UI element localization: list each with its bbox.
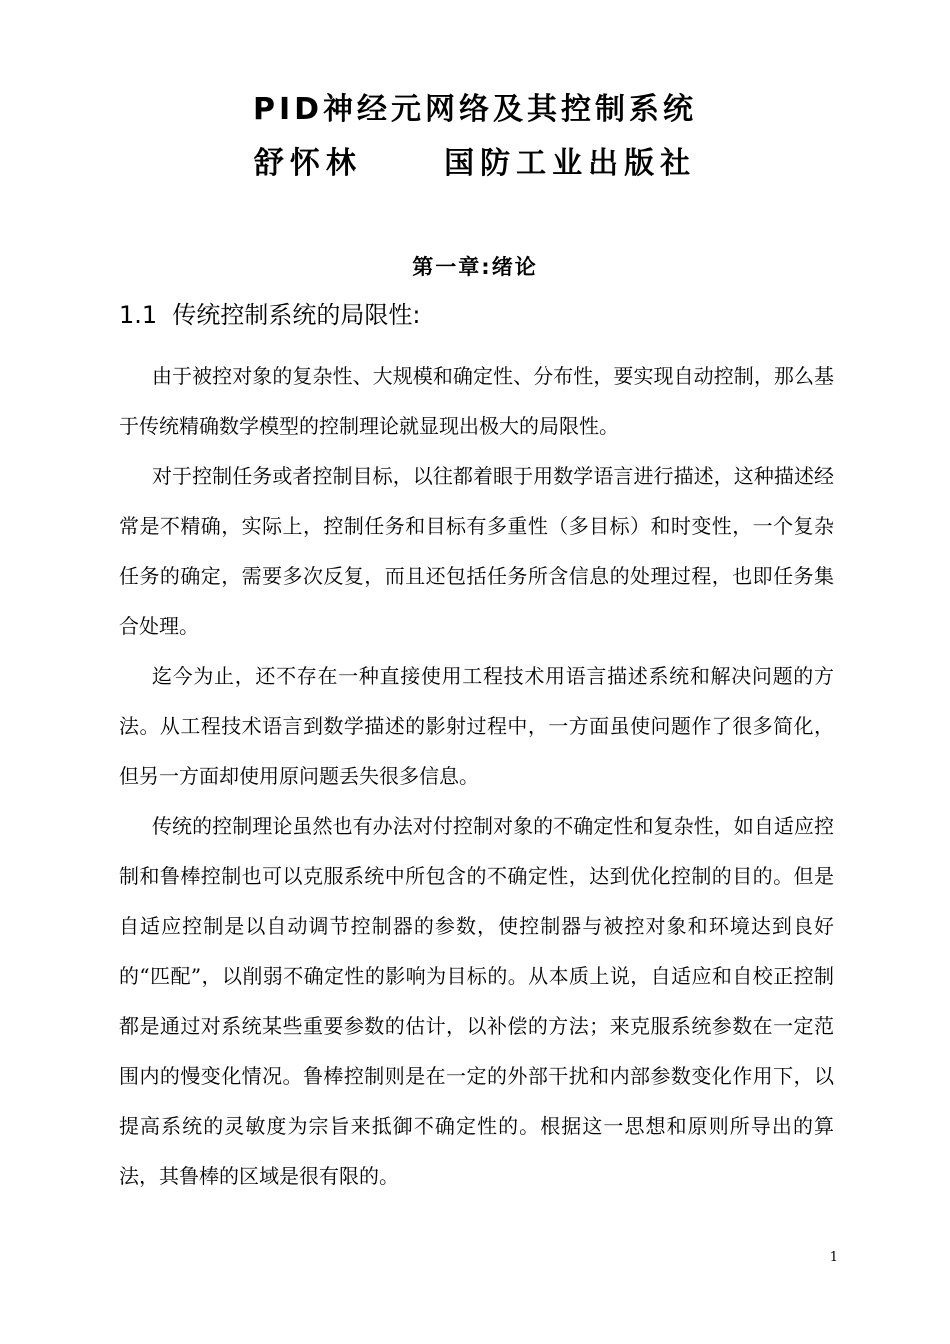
author-publisher-line: 舒怀林 国防工业出版社 xyxy=(253,146,697,181)
body-text xyxy=(119,351,834,1201)
paragraph-1: 由于被控对象的复杂性、大规模和确定性、分布性，要实现自动控制，那么基于传统精确数学模型的控制理论就显现出极大的局限性。 xyxy=(119,364,834,438)
section-heading: 1.1 传统控制系统的局限性: xyxy=(119,301,421,329)
chapter-title: 第一章:绪论 xyxy=(412,255,538,279)
paragraph-2: 对于控制任务或者控制目标，以往都着眼于用数学语言进行描述，这种描述经常是不精确，实际上，控制任务和目标有多重性（多目标）和时变性，一个复杂任务的确定，需要多次反复，而且还包括任务所含信息的处理过程，也即任务集合处理。 xyxy=(119,464,834,638)
page-number: 1 xyxy=(829,1250,838,1265)
paragraph-4: 传统的控制理论虽然也有办法对付控制对象的不确定性和复杂性，如自适应控制和鲁棒控制也可以克服系统中所包含的不确定性，达到优化控制的目的。但是自适应控制是以自动调节控制器的参数，使控制器与被控对象和环境达到良好的“匹配”，以削弱不确定性的影响为目标的。从本质上说，自适应和自校正控制都是通过对系统某些重要参数的估计，以补偿的方法；来克服系统参数在一定范围内的慢变化情况。鲁棒控制则是在一定的外部干扰和内部参数变化作用下，以提高系统的灵敏度为宗旨来抵御不确定性的。根据这一思想和原则所导出的算法，其鲁棒的区域是很有限的。 xyxy=(119,814,834,1188)
paragraph-3: 迄今为止，还不存在一种直接使用工程技术用语言描述系统和解决问题的方法。从工程技术语言到数学描述的影射过程中，一方面虽使问题作了很多简化，但另一方面却使用原问题丢失很多信息。 xyxy=(119,664,834,788)
book-title: PID神经元网络及其控制系统 xyxy=(252,92,698,127)
